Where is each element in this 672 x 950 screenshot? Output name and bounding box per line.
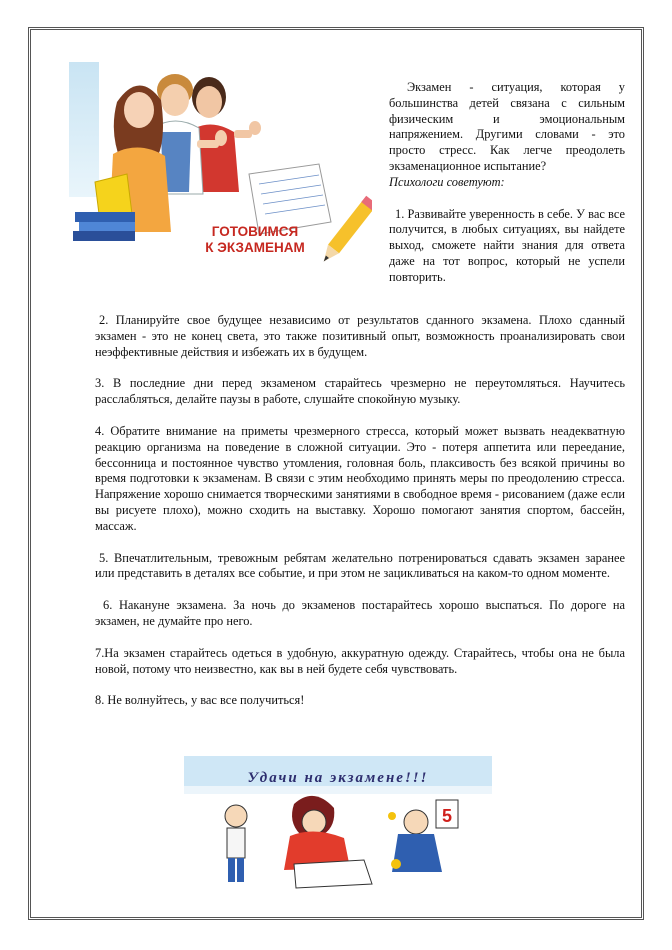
good-luck-banner [184,756,492,894]
intro-paragraph: Экзамен - ситуация, которая у большинства детей связана с сильным физическим и эмоциональным напряжением. Другими словами - это просто стресс. Как легче преодолеть экзаменационное испытание? [389,80,625,173]
tips-list [95,313,625,725]
students-with-books-image [69,62,372,274]
grade-mark: 5 [441,806,453,826]
advice-heading: Психологи советуют: [389,174,505,189]
hero-illustration [69,62,372,274]
tip-6: 6. Накануне экзамена. За ночь до экзаменов постарайтесь хорошо выспаться. По дороге на экзамен, не думайте про него. [95,598,625,628]
tip-5: 5. Впечатлительным, тревожным ребятам желательно потренироваться сдавать экзамен заранее или представить в деталях все событие, и при этом не зацикливаться на каком-то одном моменте. [95,550,625,581]
exam-cartoon-image [184,756,492,894]
tip-3: 3. В последние дни перед экзаменом старайтесь чрезмерно не переутомляться. Научитесь расслабляться, делайте паузы в работе, слушайте спокойную музыку. [95,376,625,407]
tip-2: 2. Планируйте свое будущее независимо от результатов сданного экзамена. Плохо сданный экзамен - это не конец света, это также позитивный опыт, возможность проанализировать свои неэффективные действия и избежать их в будущем. [95,313,625,359]
hero-caption-line1: ГОТОВИМСЯ [211,224,299,239]
intro-block [389,80,625,286]
tip-1: 1. Развивайте уверенность в себе. У вас все получится, в любых ситуациях, вы найдете выход, сможете найти знания для ответа даже на тот вопрос, который не успели повторить. [389,206,625,284]
tip-4: 4. Обратите внимание на приметы чрезмерного стресса, который может вызвать неадекватную реакцию организма на поведение в сложной ситуации. Это - потеря аппетита или переедание, бессонница и постоянное чувство утомления, головная боль, плаксивость без всякой причины во время подготовки к экзаменам. В связи с этим необходимо принять меры по преодолению стресса. Напряжение хорошо снимается творческими занятиями в свободное время - рисованием (даже если вы рисуете плохо), можно сходить на выставку. Хорошо помогают занятия спортом, бассейн, массаж. [95,423,625,533]
tip-8: 8. Не волнуйтесь, у вас все получиться! [95,693,305,708]
hero-caption-line2: К ЭКЗАМЕНАМ [205,240,305,255]
tip-7: 7.На экзамен старайтесь одеться в удобную, аккуратную одежду. Старайтесь, чтобы она не была новой, потому что неизвестно, как вы в ней будете себя чувствовать. [95,645,625,676]
banner-title: Удачи на экзамене!!! [247,770,429,786]
